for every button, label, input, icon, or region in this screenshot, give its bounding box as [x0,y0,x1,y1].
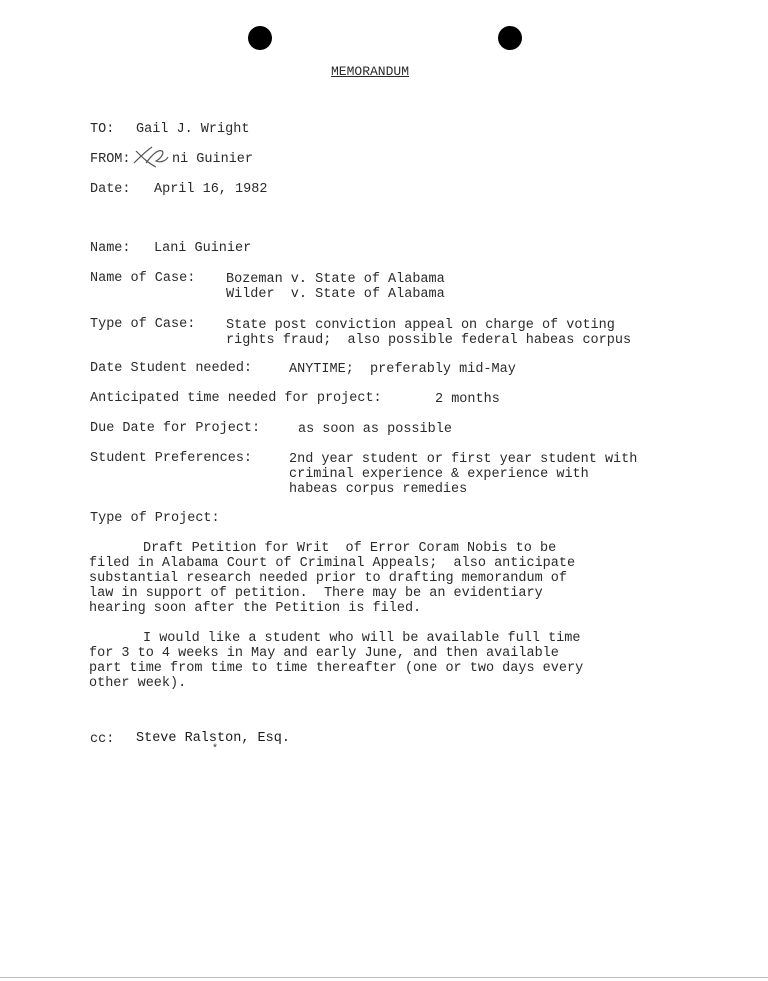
student-needed-value: ANYTIME; preferably mid-May [289,362,516,377]
name-label: Name: [90,241,131,256]
due-value: as soon as possible [298,422,452,437]
anticipated-label: Anticipated time needed for project: [90,391,382,406]
signature-scribble [132,143,170,171]
case-line-2: Wilder v. State of Alabama [226,287,445,302]
cc-mark: * [212,744,219,755]
prefs-line-1: 2nd year student or first year student with [289,452,638,467]
prefs-line-3: habeas corpus remedies [289,482,468,497]
type-line-1: State post conviction appeal on charge of voting [226,318,615,333]
punch-hole-right [498,26,522,50]
paragraph-1-line-3: substantial research needed prior to drafting memorandum of [89,571,567,586]
paragraph-1-line-5: hearing soon after the Petition is filed. [89,601,422,616]
paragraph-1-line-1: Draft Petition for Writ of Error Coram Nobis to be [143,541,557,556]
to-value: Gail J. Wright [136,122,250,137]
case-label: Name of Case: [90,271,196,286]
prefs-line-2: criminal experience & experience with [289,467,589,482]
memo-title: MEMORANDUM [331,64,410,79]
anticipated-value: 2 months [435,392,500,407]
case-line-1: Bozeman v. State of Alabama [226,272,445,287]
project-label: Type of Project: [90,511,220,526]
prefs-label: Student Preferences: [90,451,253,466]
date-value: April 16, 1982 [154,182,268,197]
paragraph-1-line-2: filed in Alabama Court of Criminal Appeals; also anticipate [89,556,576,571]
cc-value: Steve Ralston, Esq. [136,731,290,746]
from-label: FROM: [90,152,131,167]
type-label: Type of Case: [90,317,196,332]
due-label: Due Date for Project: [90,421,261,436]
student-needed-label: Date Student needed: [90,361,253,376]
page-bottom-edge [0,977,768,978]
to-label: TO: [90,122,115,137]
paragraph-2-line-1: I would like a student who will be available full time [143,631,581,646]
from-value: ni Guinier [172,152,254,167]
paragraph-1-line-4: law in support of petition. There may be an evidentiary [89,586,543,601]
cc-label: cc: [90,732,115,747]
date-label: Date: [90,182,131,197]
name-value: Lani Guinier [154,241,252,256]
paragraph-2-line-4: other week). [89,676,187,691]
paragraph-2-line-2: for 3 to 4 weeks in May and early June, and then available [89,646,559,661]
punch-hole-left [248,26,272,50]
type-line-2: rights fraud; also possible federal habeas corpus [226,333,632,348]
paragraph-2-line-3: part time from time to time thereafter (one or two days every [89,661,584,676]
